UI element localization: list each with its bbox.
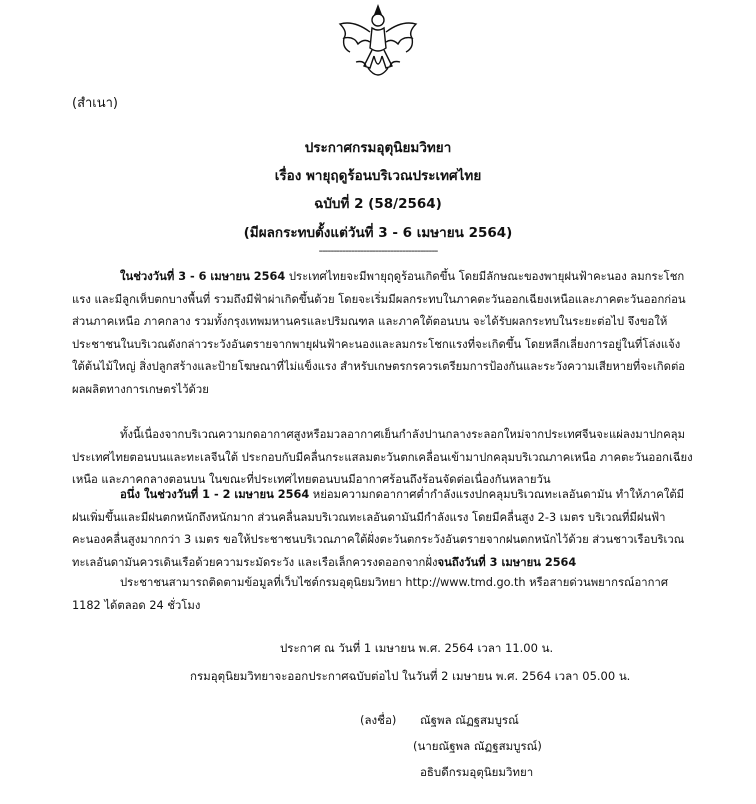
copy-label: (สำเนา) (72, 96, 119, 111)
paragraph-3-text: หย่อมความกดอากาศต่ำกำลังแรงปกคลุมบริเวณทะเลอันดามัน ทำให้ภาคใต้มีฝนเพิ่มขึ้นและมีฝนตกหนักถึงหนักมาก ส่วนคลื่นลมบริเวณทะเลอันดามันมีกำลังแรง โดยมีคลื่นสูง 2-3 เมตร บริเวณที่มีฝนฟ้าคะนองคลื่นสูงมากกว่า 3 เมตร ขอให้ประชาชนบริเวณภาคใต้ฝั่งตะวันตกระวังอันตรายจากฝนตกหนักไว้ด้วย ส่วนชาวเรือบริเวณทะเลอันดามันควรเดินเรือด้วยความระมัดระวัง และเรือเล็กควรงดออกจากฝั่ง (72, 488, 685, 569)
divider-rule: ---------------------------------------- (318, 244, 438, 257)
announcement-title: ประกาศกรมอุตุนิยมวิทยา (304, 140, 452, 156)
paragraph-3-bold: อนึ่ง ในช่วงวันที่ 1 - 2 เมษายน 2564 (120, 488, 310, 501)
garuda-emblem-icon (334, 2, 422, 88)
signer-full-name: (นายณัฐพล ณัฏฐสมบูรณ์) (413, 739, 542, 753)
paragraph-1-text: ประเทศไทยจะมีพายุฤดูร้อนเกิดขึ้น โดยมีลักษณะของพายุฝนฟ้าคะนอง ลมกระโชกแรง และมีลูกเห็บตกบางพื้นที่ รวมถึงมีฟ้าผ่าเกิดขึ้นด้วย โดยจะเริ่มมีผลกระทบในภาคตะวันออกเฉียงเหนือและภาคตะวันออกก่อน ส่วนภาคเหนือ ภาคกลาง รวมทั้งกรุงเทพมหานครและปริมณฑล และภาคใต้ตอนบน จะได้รับผลกระทบในระยะต่อไป จึงขอให้ประชาชนในบริเวณดังกล่าวระวังอันตรายจากพายุฝนฟ้าคะนองและลมกระโชกแรงที่จะเกิดขึ้น โดยหลีกเลี่ยงการอยู่ในที่โล่งแจ้ง ใต้ต้นไม้ใหญ่ สิ่งปลูกสร้างและป้ายโฆษณาที่ไม่แข็งแรง สำหรับเกษตรกรควรเตรียมการป้องกันและระวังความเสียหายที่จะเกิดต่อผลผลิตทางการเกษตรไว้ด้วย (72, 270, 686, 396)
paragraph-2: ทั้งนี้เนื่องจากบริเวณความกดอากาศสูงหรือมวลอากาศเย็นกำลังปานกลางระลอกใหม่จากประเทศจีนจะแผ่ลงมาปกคลุมประเทศไทยตอนบนและทะเลจีนใต้ ประกอบกับมีคลื่นกระแสลมตะวันตกเคลื่อนเข้ามาปกคลุมบริเวณภาคเหนือ ภาคตะวันออกเฉียงเหนือ และภาคกลางตอนบน ในขณะที่ประเทศไทยตอนบนมีอากาศร้อนถึงร้อนจัดต่อเนื่องกันหลายวัน (72, 428, 693, 486)
signer-title: อธิบดีกรมอุตุนิยมวิทยา (420, 765, 534, 779)
signature: ณัฐพล ณัฏฐสมบูรณ์ (420, 713, 519, 727)
announcement-issue: ฉบับที่ 2 (58/2564) (314, 196, 442, 212)
paragraph-1 (72, 266, 694, 401)
announcement-effective-date: (มีผลกระทบตั้งแต่วันที่ 3 - 6 เมษายน 2564) (243, 225, 513, 241)
next-announcement: กรมอุตุนิยมวิทยาจะออกประกาศฉบับต่อไป ในวันที่ 2 เมษายน พ.ศ. 2564 เวลา 05.00 น. (190, 669, 631, 683)
signed-label: (ลงชื่อ) (360, 713, 397, 727)
paragraph-1-bold: ในช่วงวันที่ 3 - 6 เมษายน 2564 (120, 270, 286, 283)
paragraph-3 (72, 484, 694, 574)
paragraph-3-bold-end: จนถึงวันที่ 3 เมษายน 2564 (437, 555, 577, 569)
announced-date: ประกาศ ณ วันที่ 1 เมษายน พ.ศ. 2564 เวลา 11.00 น. (280, 641, 554, 655)
paragraph-4: ประชาชนสามารถติดตามข้อมูลที่เว็บไซต์กรมอุตุนิยมวิทยา http://www.tmd.go.th หรือสายด่วนพยากรณ์อากาศ 1182 ได้ตลอด 24 ชั่วโมง (72, 576, 669, 612)
announcement-subject: เรื่อง พายุฤดูร้อนบริเวณประเทศไทย (274, 168, 482, 184)
